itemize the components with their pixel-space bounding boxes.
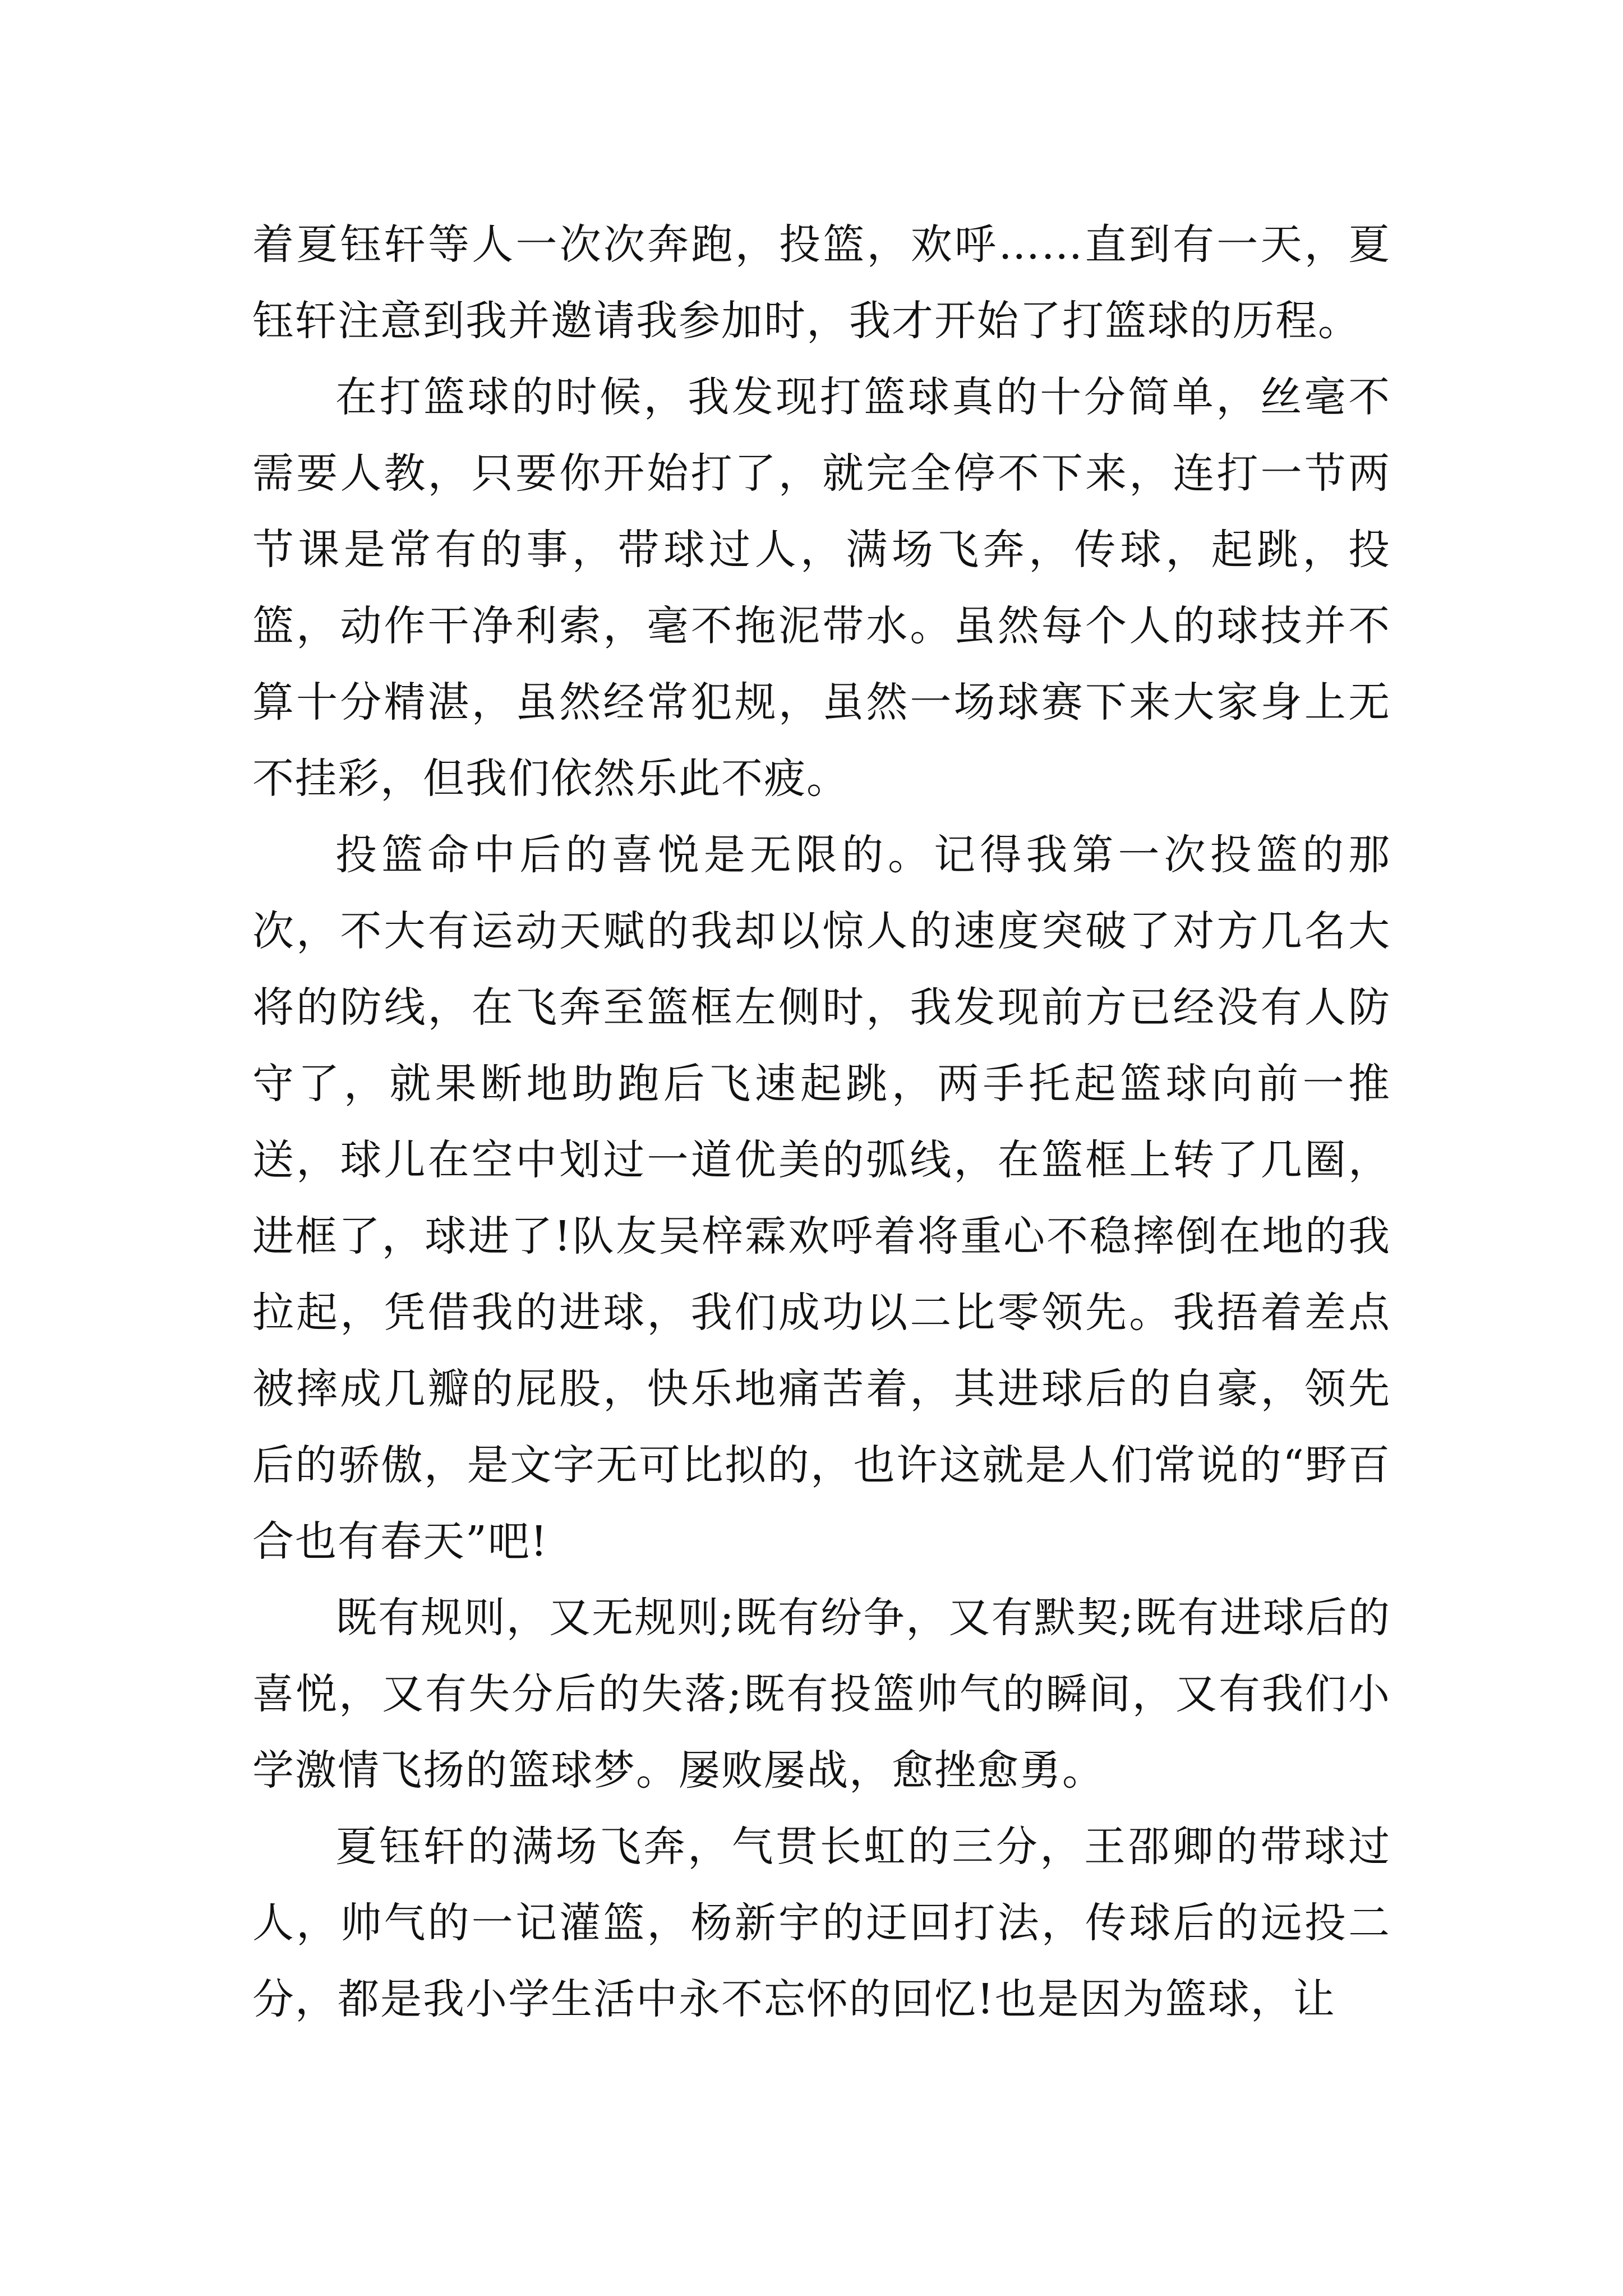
- essay-body: [252, 206, 1391, 2037]
- paragraph-first-shot: 投篮命中后的喜悦是无限的。记得我第一次投篮的那次，不大有运动天赋的我却以惊人的速度突破了对方几名大将的防线，在飞奔至篮框左侧时，我发现前方已经没有人防守了，就果断地助跑后飞速起跳，两手托起篮球向前一推送，球儿在空中划过一道优美的弧线，在篮框上转了几圈，进框了，球进了!队友吴梓霖欢呼着将重心不稳摔倒在地的我拉起，凭借我的进球，我们成功以二比零领先。我捂着差点被摔成几瓣的屁股，快乐地痛苦着，其进球后的自豪，领先后的骄傲，是文字无可比拟的，也许这就是人们常说的“野百合也有春天”吧!: [252, 831, 1391, 1566]
- paragraph-continuation: 着夏钰轩等人一次次奔跑，投篮，欢呼……直到有一天，夏钰轩注意到我并邀请我参加时，我才开始了打篮球的历程。: [252, 220, 1391, 345]
- paragraph-teammates-memories: 夏钰轩的满场飞奔，气贯长虹的三分，王邵卿的带球过人，帅气的一记灌篮，杨新宇的迂回打法，传球后的远投二分，都是我小学生活中永不忘怀的回忆!也是因为篮球，让: [252, 1823, 1391, 2023]
- paragraph-playing-basketball: 在打篮球的时候，我发现打篮球真的十分简单，丝毫不需要人教，只要你开始打了，就完全停不下来，连打一节两节课是常有的事，带球过人，满场飞奔，传球，起跳，投篮，动作干净利索，毫不拖泥带水。虽然每个人的球技并不算十分精湛，虽然经常犯规，虽然一场球赛下来大家身上无不挂彩，但我们依然乐此不疲。: [252, 373, 1391, 803]
- paragraph-rules-and-dreams: 既有规则，又无规则;既有纷争，又有默契;既有进球后的喜悦，又有失分后的失落;既有投篮帅气的瞬间，又有我们小学激情飞扬的篮球梦。屡败屡战，愈挫愈勇。: [252, 1594, 1391, 1795]
